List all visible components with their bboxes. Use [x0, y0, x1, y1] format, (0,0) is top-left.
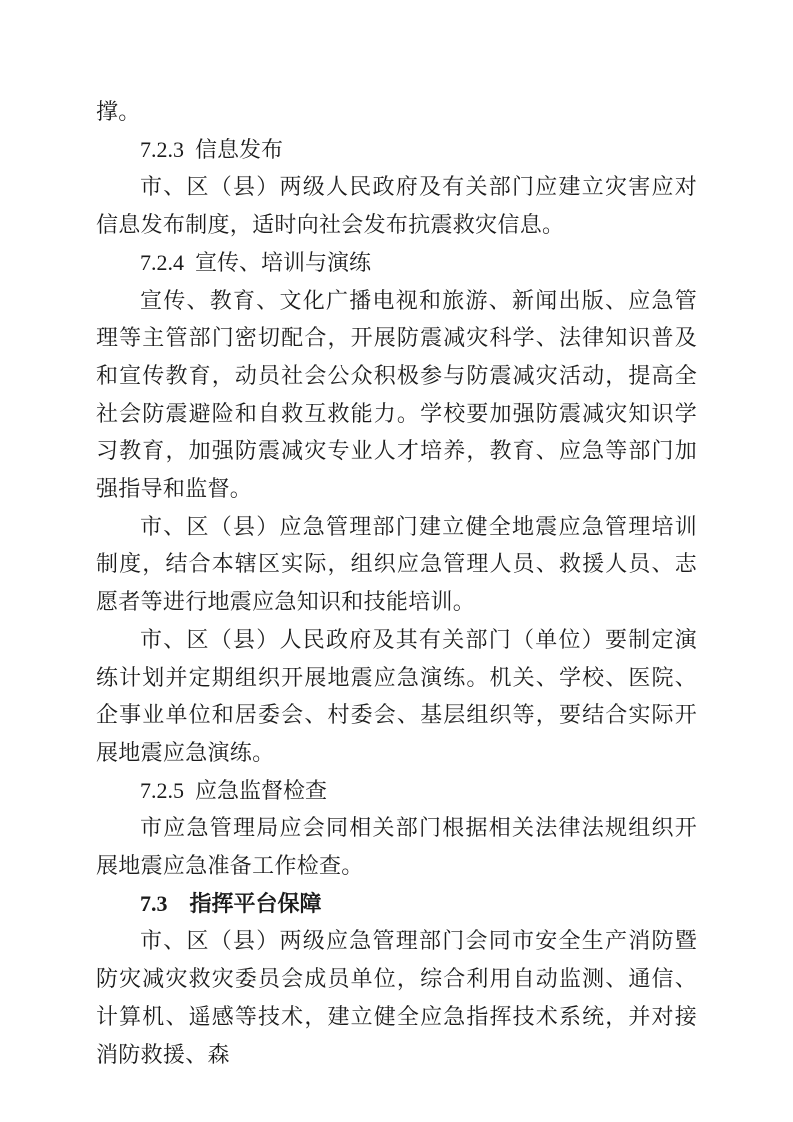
section-heading-7-2-3 [96, 131, 697, 169]
section-title: 宣传、培训与演练 [195, 249, 372, 275]
section-number: 7.2.3 [140, 136, 184, 162]
paragraph: 市、区（县）两级应急管理部门会同市安全生产消防暨防灾减灾救灾委员会成员单位，综合利用自动监测、通信、计算机、遥感等技术，建立健全应急指挥技术系统，并对接消防救援、森 [96, 928, 697, 1067]
paragraph-continuation: 撑。 [96, 99, 141, 124]
section-heading-7-3 [96, 885, 697, 923]
paragraph: 宣传、教育、文化广播电视和旅游、新闻出版、应急管理等主管部门密切配合，开展防震减灾科学、法律知识普及和宣传教育，动员社会公众积极参与防震减灾活动，提高全社会防震避险和自救互救能力。学校要加强防震减灾知识学习教育，加强防震减灾专业人才培养，教育、应急等部门加强指导和监督。 [96, 287, 697, 502]
section-title: 信息发布 [195, 136, 284, 162]
paragraph: 市应急管理局应会同相关部门根据相关法律法规组织开展地震应急准备工作检查。 [96, 815, 697, 879]
paragraph: 市、区（县）应急管理部门建立健全地震应急管理培训制度，结合本辖区实际，组织应急管理人员、救援人员、志愿者等进行地震应急知识和技能培训。 [96, 513, 697, 615]
paragraph: 市、区（县）人民政府及其有关部门（单位）要制定演练计划并定期组织开展地震应急演练。机关、学校、医院、企事业单位和居委会、村委会、基层组织等，要结合实际开展地震应急演练。 [96, 626, 697, 765]
section-heading-7-2-4 [96, 244, 697, 282]
section-title: 应急监督检查 [195, 777, 328, 803]
section-number: 7.2.4 [140, 249, 184, 275]
section-number: 7.2.5 [140, 777, 184, 803]
section-number: 7.3 [140, 890, 168, 916]
section-title: 指挥平台保障 [189, 890, 322, 916]
section-heading-7-2-5 [96, 772, 697, 810]
paragraph: 市、区（县）两级人民政府及有关部门应建立灾害应对信息发布制度，适时向社会发布抗震救灾信息。 [96, 174, 697, 238]
